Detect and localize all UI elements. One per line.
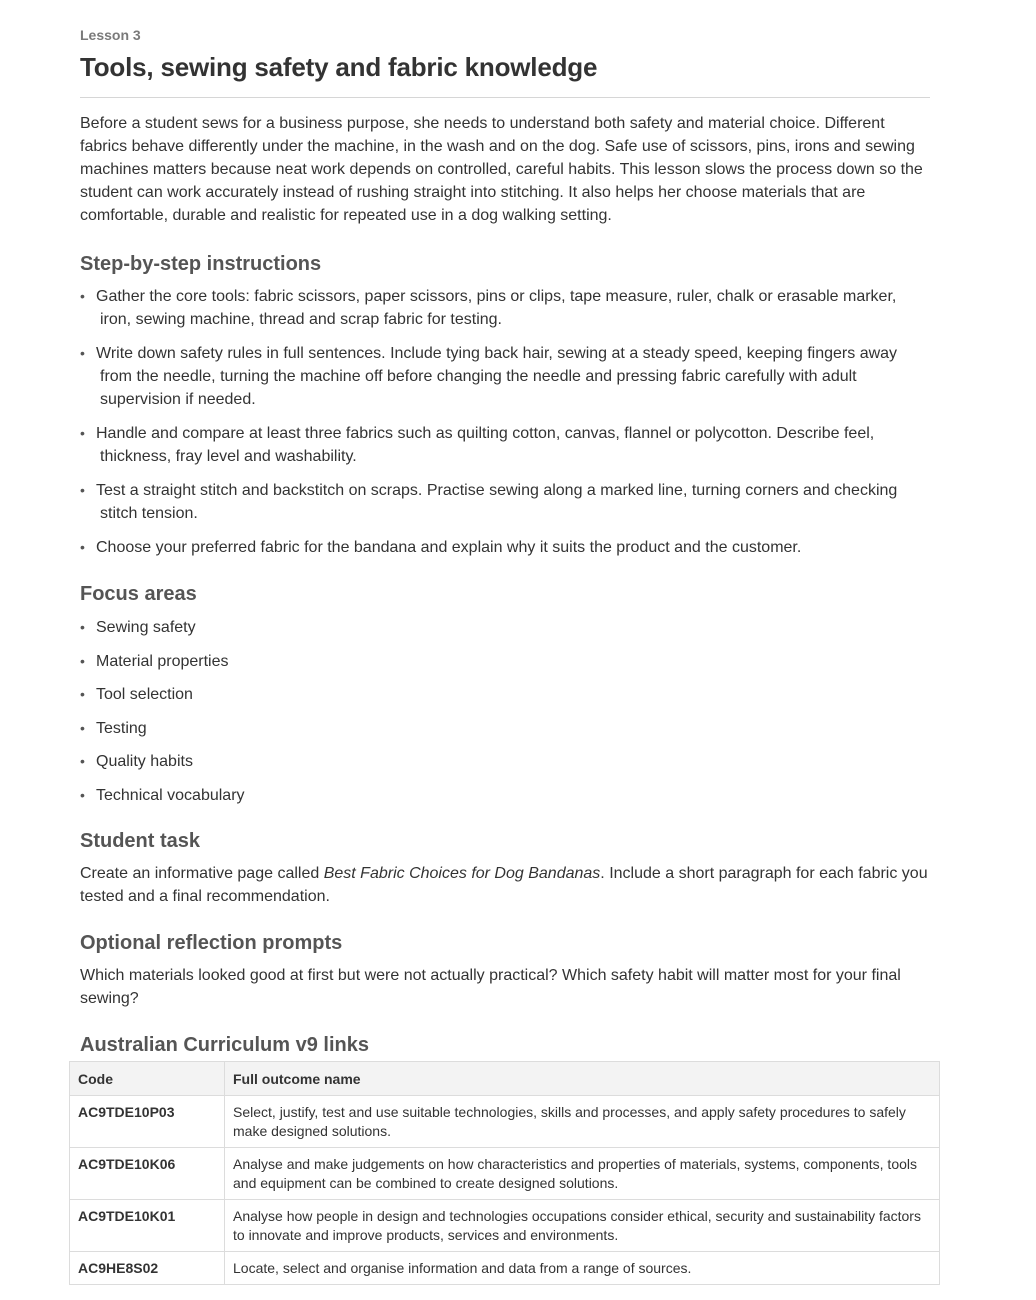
outcome-code: AC9HE8S02 (70, 1252, 225, 1285)
bullet-icon: • (80, 753, 85, 770)
focus-text: Quality habits (96, 753, 193, 771)
curriculum-heading: Australian Curriculum v9 links (80, 1033, 369, 1056)
page-title: Tools, sewing safety and fabric knowledge (80, 52, 598, 82)
outcome-name: Analyse and make judgements on how characteristics and properties of materials, systems, components, tools and equipment can be combined to create designed solutions. (225, 1148, 940, 1200)
bullet-icon: • (80, 425, 85, 441)
outcome-code: AC9TDE10K01 (70, 1200, 225, 1252)
bullet-icon: • (80, 539, 85, 555)
steps-list (80, 285, 930, 559)
curriculum-table (69, 1061, 940, 1285)
focus-text: Sewing safety (96, 619, 196, 636)
bullet-icon: • (80, 719, 85, 736)
intro-paragraph: Before a student sews for a business purpose, she needs to understand both safety and material choice. Different fabrics behave differently under the machine, in the wash and on the dog. Safe use of scissors, pins, irons and sewing machines matters because neat work depends on controlled, careful habits. This lesson slows the process down so the student can work accurately instead of rushing straight into stitching. It also helps her choose materials that are comfortable, durable and realistic for repeated use in a dog walking setting. (80, 115, 923, 224)
list-item (80, 285, 930, 331)
bullet-icon: • (80, 288, 85, 304)
steps-heading: Step-by-step instructions (80, 253, 322, 275)
focus-text: Material properties (96, 652, 229, 670)
bullet-icon: • (80, 345, 85, 361)
task-paragraph (80, 862, 930, 908)
list-item (80, 422, 930, 468)
focus-text: Tool selection (96, 686, 193, 704)
focus-text: Technical vocabulary (96, 786, 245, 804)
list-item (80, 536, 930, 559)
table-row (70, 1148, 940, 1200)
outcome-code: AC9TDE10P03 (70, 1096, 225, 1148)
bullet-icon: • (80, 619, 85, 635)
table-row (70, 1252, 940, 1285)
table-header-row (70, 1062, 940, 1096)
reflection-heading: Optional reflection prompts (80, 931, 343, 954)
table-row (70, 1200, 940, 1252)
outcome-name: Analyse how people in design and technologies occupations consider ethical, security and sustainability factors to innovate and improve products, services and environments. (225, 1200, 940, 1252)
reflection-paragraph: Which materials looked good at first but were not actually practical? Which safety habit will matter most for your final sewing? (80, 966, 901, 1007)
task-heading: Student task (80, 829, 201, 852)
bullet-icon: • (80, 686, 85, 703)
task-emphasis: Best Fabric Choices for Dog Bandanas (323, 864, 601, 882)
task-text-after: . Include a short paragraph for each fabric you tested and a final recommendation. (80, 864, 928, 905)
outcome-name: Locate, select and organise information and data from a range of sources. (225, 1252, 940, 1285)
step-text: Handle and compare at least three fabrics such as quilting cotton, canvas, flannel or polycotton. Describe feel, thickness, fray level and washability. (96, 425, 875, 465)
list-item (80, 342, 930, 411)
outcome-code: AC9TDE10K06 (70, 1148, 225, 1200)
column-header-outcome: Full outcome name (225, 1062, 940, 1096)
lesson-number: Lesson 3 (80, 27, 141, 43)
step-text: Test a straight stitch and backstitch on scraps. Practise sewing along a marked line, turning corners and checking stitch tension. (96, 482, 898, 522)
list-item (80, 784, 930, 807)
lesson-content (80, 112, 930, 1057)
list-item (80, 479, 930, 525)
focus-text: Testing (96, 719, 147, 737)
task-text-before: Create an informative page called (80, 864, 324, 882)
list-item (80, 750, 930, 773)
title-divider (80, 97, 930, 98)
list-item (80, 650, 930, 673)
step-text: Write down safety rules in full sentences. Include tying back hair, sewing at a steady speed, keeping fingers away from the needle, turning the machine off before changing the needle and pressing fabric carefully with adult supervision if needed. (96, 345, 898, 408)
list-item (80, 717, 930, 740)
focus-heading: Focus areas (80, 583, 197, 605)
outcome-name: Select, justify, test and use suitable technologies, skills and processes, and apply safety procedures to safely make designed solutions. (225, 1096, 940, 1148)
bullet-icon: • (80, 786, 85, 803)
focus-list (80, 616, 930, 807)
step-text: Gather the core tools: fabric scissors, paper scissors, pins or clips, tape measure, ruler, chalk or erasable marker, iron, sewing machine, thread and scrap fabric for testing. (96, 288, 897, 328)
column-header-code: Code (70, 1062, 225, 1096)
list-item (80, 616, 930, 639)
step-text: Choose your preferred fabric for the bandana and explain why it suits the product and the customer. (96, 539, 802, 556)
bullet-icon: • (80, 482, 85, 498)
table-row (70, 1096, 940, 1148)
list-item (80, 683, 930, 706)
bullet-icon: • (80, 652, 85, 669)
